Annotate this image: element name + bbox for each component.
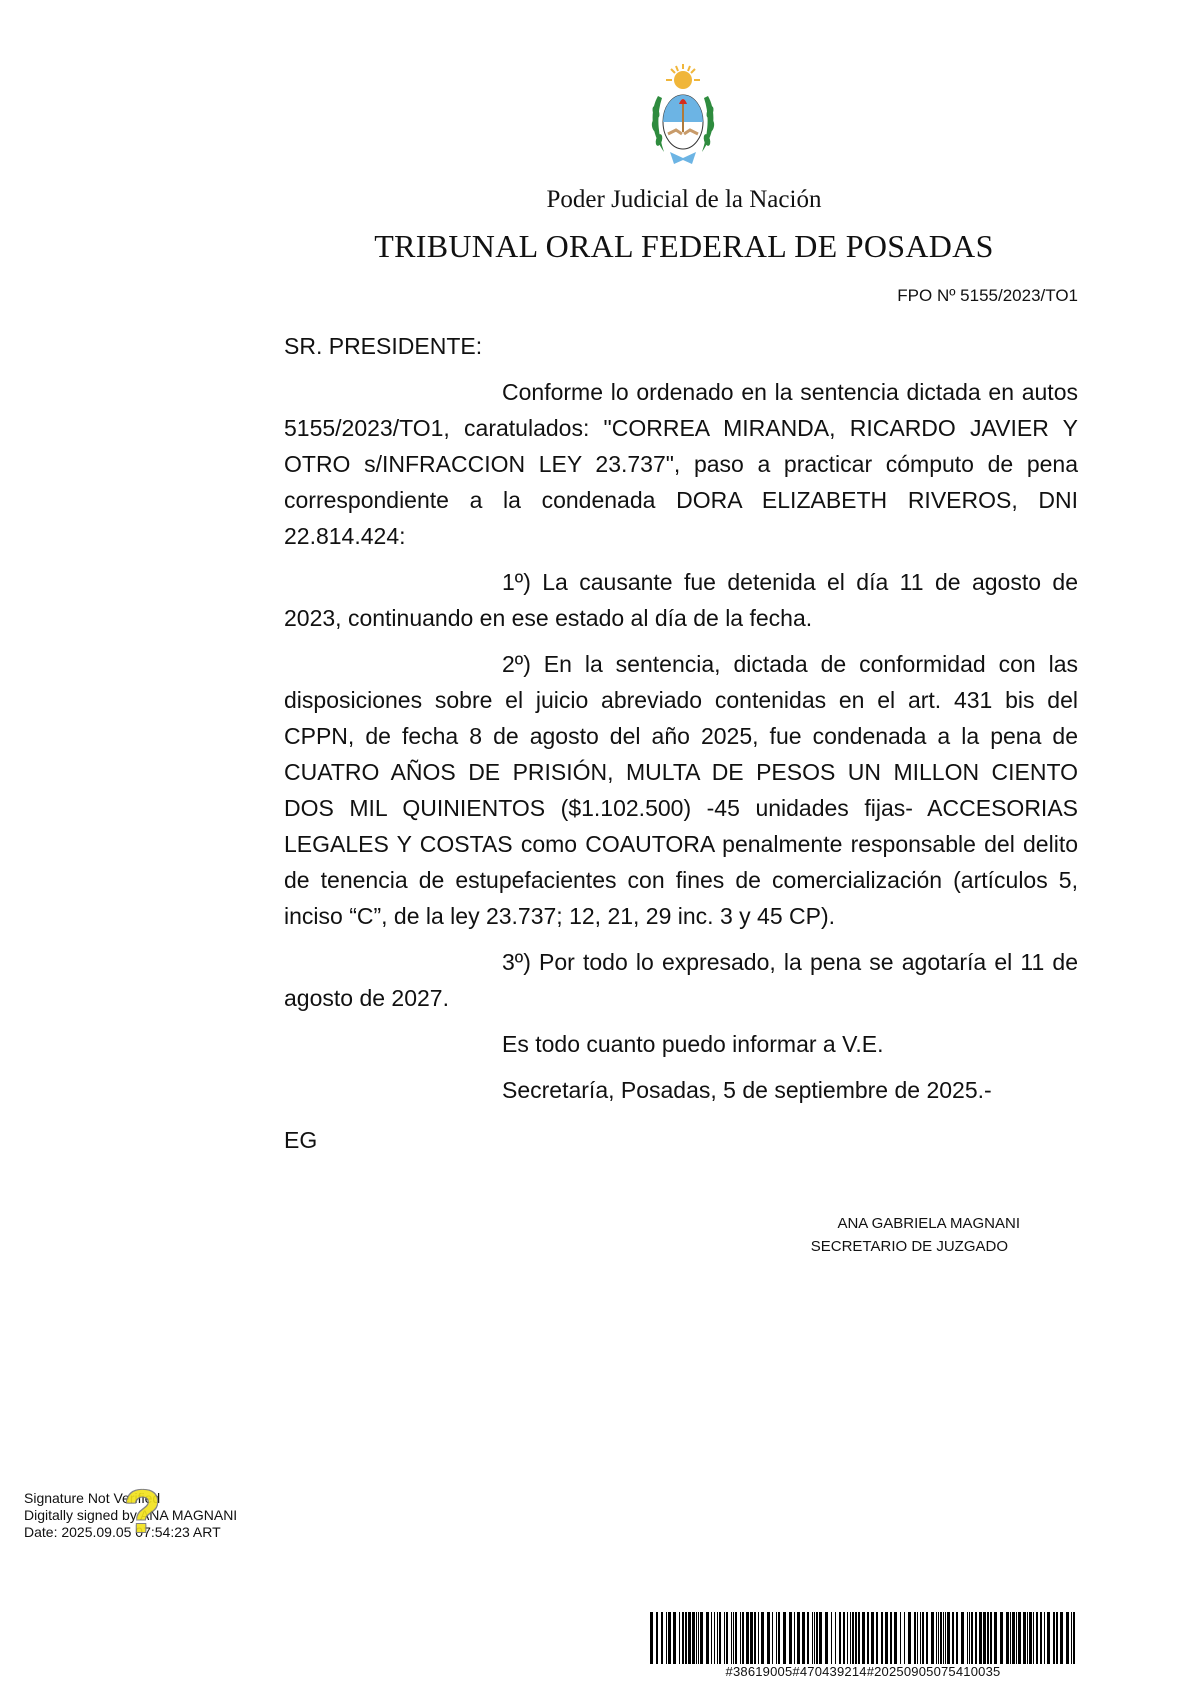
- barcode-bar: [714, 1612, 715, 1664]
- barcode-bar: [750, 1612, 753, 1664]
- barcode-bar: [696, 1612, 697, 1664]
- barcode-bar: [742, 1612, 744, 1664]
- place-date: Secretaría, Posadas, 5 de septiembre de 2025.-: [502, 1077, 992, 1103]
- barcode-bar: [783, 1612, 786, 1664]
- barcode-bar: [852, 1612, 854, 1664]
- closing-line: Es todo cuanto puedo informar a V.E.: [502, 1031, 884, 1057]
- barcode-bar: [776, 1612, 777, 1664]
- barcode-bar: [961, 1612, 964, 1664]
- barcode-bar: [908, 1612, 911, 1664]
- barcode-bar: [922, 1612, 924, 1664]
- barcode-bar: [1000, 1612, 1003, 1664]
- barcode-bar: [724, 1612, 725, 1664]
- shield-icon: [663, 95, 703, 149]
- barcode-bar: [825, 1612, 828, 1664]
- case-reference: FPO Nº 5155/2023/TO1: [897, 286, 1078, 305]
- barcode-bar: [778, 1612, 780, 1664]
- barcode-bar: [719, 1612, 721, 1664]
- paragraph-2: 2º) En la sentencia, dictada de conformidad con las disposiciones sobre el juicio abreviado contenidas en el art. 431 bis del CPPN, de fecha 8 de agosto del año 2025, fue condenada a la pena de CUATRO AÑOS DE PRISIÓN, MULTA DE PESOS UN MILLON CIENTO DOS MIL QUINIENTOS ($1.102.500) -45 unidades fijas- ACCESORIAS LEGALES Y COSTAS como COAUTORA penalmente responsable del delito de tenencia de estupefacientes con fines de comercialización (artículos 5, inciso “C”, de la ley 23.737; 12, 21, 29 inc. 3 y 45 CP).: [284, 651, 1078, 929]
- barcode-bar: [661, 1612, 663, 1664]
- barcode-bar: [969, 1612, 970, 1664]
- barcode-bar: [1044, 1612, 1045, 1664]
- ribbon-icon: [670, 152, 696, 164]
- document-body: [284, 328, 1078, 1181]
- barcode-bar: [754, 1612, 756, 1664]
- barcode-bar: [807, 1612, 809, 1664]
- barcode-bar: [900, 1612, 901, 1664]
- paragraph-3: 3º) Por todo lo expresado, la pena se agotaría el 11 de agosto de 2027.: [284, 949, 1078, 1011]
- barcode-bar: [711, 1612, 712, 1664]
- barcode-bar: [855, 1612, 857, 1664]
- barcode-bar: [858, 1612, 860, 1664]
- barcode-bar: [940, 1612, 942, 1664]
- unverified-question-icon: ?: [124, 1478, 161, 1545]
- national-coat-of-arms-icon: [646, 60, 720, 172]
- barcode-bar: [926, 1612, 928, 1664]
- barcode-bar: [831, 1612, 832, 1664]
- barcode-bar: [952, 1612, 954, 1664]
- barcode-bar: [904, 1612, 905, 1664]
- barcode-bar: [1010, 1612, 1011, 1664]
- digital-signature-stamp: [24, 1478, 238, 1545]
- barcode-bar: [682, 1612, 684, 1664]
- barcode-bar: [917, 1612, 918, 1664]
- barcode-bar: [947, 1612, 950, 1664]
- barcode-bar: [735, 1612, 737, 1664]
- intro-paragraph: Conforme lo ordenado en la sentencia dictada en autos 5155/2023/TO1, caratulados: "CORREA MIRANDA, RICARDO JAVIER Y OTRO s/INFRACCION LEY 23.737", paso a practicar cómputo de pena correspondiente a la condenada DORA ELIZABETH RIVEROS, DNI 22.814.424:: [284, 379, 1078, 549]
- barcode-bar: [794, 1612, 795, 1664]
- barcode-bar: [733, 1612, 734, 1664]
- barcode-bar: [1018, 1612, 1021, 1664]
- barcode-bars-icon: [648, 1612, 1078, 1664]
- barcode-bar: [971, 1612, 973, 1664]
- signature-status: Signature Not Verified: [24, 1490, 161, 1506]
- barcode-bar: [871, 1612, 874, 1664]
- barcode-bar: [1073, 1612, 1075, 1664]
- barcode-bar: [1006, 1612, 1009, 1664]
- barcode-bar: [772, 1612, 773, 1664]
- signature-block: [811, 1212, 1020, 1258]
- barcode-bar: [797, 1612, 800, 1664]
- barcode-bar: [936, 1612, 937, 1664]
- barcode-bar: [956, 1612, 958, 1664]
- salutation: SR. PRESIDENTE:: [284, 333, 483, 359]
- barcode-bar: [688, 1612, 691, 1664]
- barcode-bar: [1047, 1612, 1050, 1664]
- barcode-bar: [706, 1612, 709, 1664]
- signatory-title: SECRETARIO DE JUZGADO: [810, 1238, 1008, 1255]
- barcode-bar: [656, 1612, 658, 1664]
- barcode-bar: [938, 1612, 939, 1664]
- barcode-bar: [983, 1612, 986, 1664]
- barcode-bar: [847, 1612, 848, 1664]
- barcode-bar: [920, 1612, 921, 1664]
- barcode-bar: [990, 1612, 992, 1664]
- barcode-bar: [802, 1612, 805, 1664]
- barcode-bar: [1029, 1612, 1032, 1664]
- barcode-code: #38619005#470439214#20250905075410035: [725, 1664, 1001, 1679]
- barcode-bar: [819, 1612, 822, 1664]
- barcode-bar: [890, 1612, 892, 1664]
- barcode-bar: [1060, 1612, 1063, 1664]
- barcode-bar: [1027, 1612, 1028, 1664]
- barcode-bar: [668, 1612, 671, 1664]
- barcode-bar: [666, 1612, 667, 1664]
- barcode-bar: [894, 1612, 897, 1664]
- barcode-bar: [816, 1612, 818, 1664]
- institution-name: Poder Judicial de la Nación: [546, 186, 822, 213]
- barcode-bar: [698, 1612, 699, 1664]
- barcode-bar: [839, 1612, 841, 1664]
- signature-date: Date: 2025.09.05 07:54:23 ART: [24, 1524, 221, 1540]
- barcode-bar: [1036, 1612, 1038, 1664]
- barcode-bar: [987, 1612, 989, 1664]
- signatory-name: ANA GABRIELA MAGNANI: [837, 1215, 1020, 1232]
- barcode-bar: [979, 1612, 982, 1664]
- barcode-bar: [1066, 1612, 1069, 1664]
- barcode-bar: [850, 1612, 851, 1664]
- barcode-bar: [914, 1612, 916, 1664]
- barcode-bar: [700, 1612, 703, 1664]
- barcode-bar: [1056, 1612, 1058, 1664]
- barcode-bar: [758, 1612, 759, 1664]
- barcode-bar: [1040, 1612, 1042, 1664]
- barcode-bar: [931, 1612, 934, 1664]
- barcode: [648, 1612, 1078, 1679]
- barcode-bar: [685, 1612, 687, 1664]
- barcode-bar: [1033, 1612, 1034, 1664]
- barcode-bar: [835, 1612, 836, 1664]
- barcode-bar: [1012, 1612, 1015, 1664]
- barcode-bar: [885, 1612, 888, 1664]
- barcode-bar: [994, 1612, 997, 1664]
- barcode-bar: [862, 1612, 865, 1664]
- barcode-bar: [943, 1612, 944, 1664]
- barcode-bar: [975, 1612, 977, 1664]
- barcode-bar: [726, 1612, 728, 1664]
- barcode-bar: [789, 1612, 792, 1664]
- barcode-bar: [767, 1612, 770, 1664]
- paragraph-1: 1º) La causante fue detenida el día 11 de agosto de 2023, continuando en ese estado al día de la fecha.: [284, 569, 1078, 631]
- barcode-bar: [867, 1612, 869, 1664]
- barcode-bar: [1016, 1612, 1017, 1664]
- tribunal-name: TRIBUNAL ORAL FEDERAL DE POSADAS: [374, 228, 994, 264]
- barcode-bar: [650, 1612, 653, 1664]
- barcode-bar: [761, 1612, 764, 1664]
- barcode-bar: [692, 1612, 695, 1664]
- barcode-bar: [814, 1612, 815, 1664]
- barcode-bar: [1023, 1612, 1026, 1664]
- barcode-bar: [967, 1612, 968, 1664]
- signed-by: Digitally signed by ANA MAGNANI: [24, 1507, 238, 1523]
- barcode-bar: [717, 1612, 718, 1664]
- barcode-bar: [843, 1612, 845, 1664]
- barcode-bar: [679, 1612, 680, 1664]
- barcode-bar: [945, 1612, 946, 1664]
- barcode-bar: [746, 1612, 749, 1664]
- barcode-bar: [1071, 1612, 1072, 1664]
- barcode-bar: [876, 1612, 878, 1664]
- barcode-bar: [731, 1612, 732, 1664]
- barcode-bar: [740, 1612, 741, 1664]
- barcode-bar: [1053, 1612, 1055, 1664]
- sun-icon: [666, 64, 700, 89]
- initials: EG: [284, 1127, 318, 1153]
- barcode-bar: [881, 1612, 883, 1664]
- barcode-bar: [812, 1612, 813, 1664]
- barcode-bar: [673, 1612, 676, 1664]
